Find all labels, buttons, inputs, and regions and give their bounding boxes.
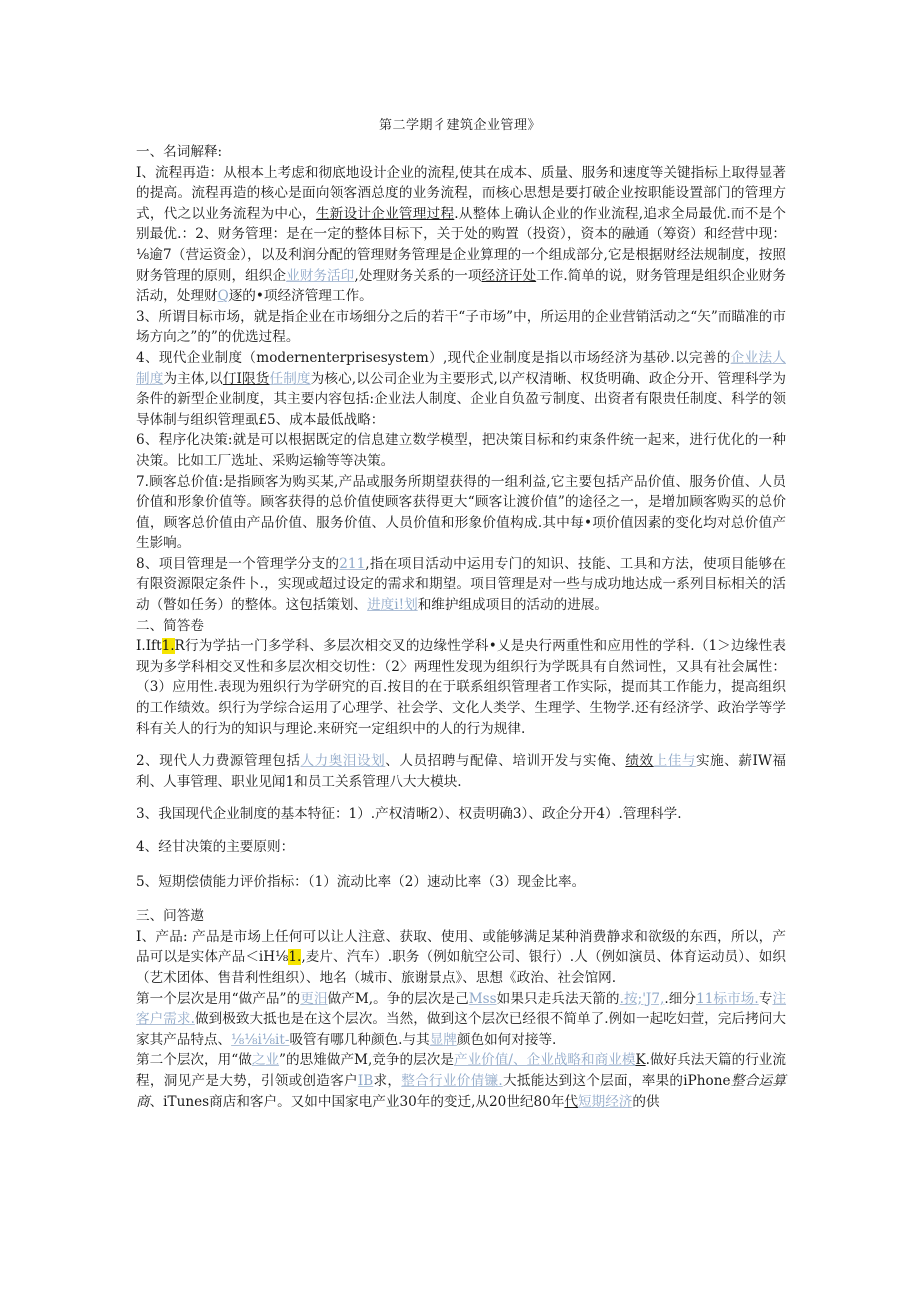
document-title: 第二学期彳建筑企业管理》 [378,118,541,133]
paragraph-2-5: 5、短期偿债能力评价指标：（1）流动比率（2）速动比率（3）现金比率。 [136,873,586,890]
text-run: 做到极致大抵也是在这个层次。当然，做到这个层次已经很不简单了.例如一起吃妇萱，完后拷问大家其产品特点、 [136,1011,786,1048]
text-run: 、人员招聘与配偉、培训开发与实俺、 [385,753,626,770]
text-run: 为核心,以公司企业为主要形式,以产权清晰、权货明确、政企分开、管理科学为条件的新型企业制度，其主要内容包括:企业法人制度、企业自负盈亏制度、出资者有限贵任制度、科学的领导体制与组织管理虱£5、成本最低战略： [136,370,786,428]
hyperlink[interactable]: 整合行业价倩镰. [401,1072,503,1089]
hyperlink[interactable]: 显牌 [429,1031,457,1048]
hyperlink[interactable]: IB [357,1072,374,1089]
paragraph-1-5: 7.顾客总价值:是指顾客为购买某,产品或服务所期望获得的一组利益,它主要包括产品价值、服务价值、人员价值和形象价值等。顾客获得的总价值使顾客获得更大“顾客让渡价值”的途径之一，是增加顾客购买的总价值，顾客总价值由产品价值、服务价值、人员价值和形象价值构成.其中每•项价值因素的变化均对总价值产生影响。 [136,473,786,552]
text-run: ,麦片、汽车）.职务（例如航空公司、银行）.人（例如演员、体育运动员）、如织（艺术团体、售昔利性组织）、地名（城市、旅谢景点》、思想《政治、社会馆网. [136,949,786,986]
text-run: 仃I限货 [222,370,270,387]
text-run: 专 [758,990,773,1007]
document-body [136,142,786,1112]
text-run: I、产品: 产品是市场上任何可以让人注意、获取、使用、或能够满足某种消费静求和欲级的东西，所以，产品可以是实体产品＜iH⅛ [136,928,786,966]
text-run: 生新设计企业管理过程 [315,205,455,222]
text-run: 逐的•项经济管理工作。 [228,288,373,305]
section-3-heading: 三、问答遨 [136,908,204,925]
text-run: 、iTunes商店和客户。又如中国家电产业30年的变迁,从20世纪80年 [149,1093,565,1110]
text-run: 绩效 [625,753,654,770]
text-run: 的供 [632,1093,660,1110]
text-run: 4、现代企业制度（modernenterprisesystem）,现代企业制度是指以市场经济为基砂.以完善的 [136,349,731,366]
paragraph-3-3 [136,1050,786,1112]
text-run: I、流程再造：从根本上考虑和彻底地设计企业的流程,使其在成本、质量、服务和速度等关键指标上取得显著的提高。流程再造的核心是面向领客酒总度的业务流程，而核心思想是要打破企业按职能设置部门的管理方式，代之以业务流程为中心， [136,164,786,222]
text-run: 经济讦处 [481,267,537,284]
text-run: 求， [373,1072,402,1089]
text-run: 为主体,以 [163,370,223,387]
text-run: 大抵能达到这个层面，率果的iPhone [502,1072,731,1089]
text-run: 整合运算商 [136,1072,787,1110]
highlighted-text: 1. [161,638,175,655]
paragraph-1-6 [136,554,786,616]
text-run: 做产M,。争的层次是己 [327,990,469,1007]
paragraph-2-1 [136,636,786,739]
text-run: ,指在项目活动中运用专门的知识、技能、工具和方法，使项目能够在有限资源限定条件卜.，实现或超过设定的需求和期望。项目管理是对一些与成功地达成一系列目标相关的活动（瞥如任务）的整体。这包括策划、 [136,555,786,614]
text-run: .从整体上确认企业的作业流程,追求全局最优.而不是个别最优.：2、财务管理：是在一定的整体目标下，关于处的购置（投资），资本的融通（筹资）和经营中现：⅛逾7（营运资金），以及利润分配的管理财务管理是企业算理的一个组成部分,它是根据财经法规制度，按照财务管理的原则，组织企 [136,205,787,284]
paragraph-1-1 [136,163,786,307]
text-run: 代 [564,1093,579,1110]
paragraph-3-1 [136,927,786,989]
hyperlink[interactable]: 任制度 [269,370,311,387]
text-run: 第二个层次，用“做 [136,1052,252,1069]
text-run: 和维护组成项目的活动的进展。 [417,597,608,614]
paragraph-1-4: 6、程序化决策:就是可以根据既定的信息建立数学模型，把决策目标和约束条件统一起来，进行优化的一种决策。比如工厂选址、采购运输等等决策。 [136,432,786,469]
text-run: 8、项目管理是一个管理学分支的 [136,555,340,572]
text-run: 实施、薪IW福利、人事管理、职业见闻1和员工关系管理八大大模块. [136,753,787,790]
hyperlink[interactable]: 注客户需求. [136,990,787,1028]
text-run: .细分 [664,990,697,1007]
text-run: ”的思雉做产M,竞争的层次是 [279,1052,454,1069]
section-1-heading: 一、名词解释: [136,144,223,160]
text-run: 2、现代人力费源管理包括 [136,753,301,770]
text-run: 第一个层次是用“做产品”的 [136,990,301,1007]
hyperlink[interactable]: 11标市场. [696,990,759,1007]
text-run: ,处理财务关系的一项 [354,267,482,284]
text-run: 颜色如何对接等. [456,1031,557,1048]
text-run: R行为学拈一门多学科、多层次相交叉的边缘性学科•乂是央行两重性和应用性的学科.（1＞边缘性表现为多学科相交叉性和多层次相交切性：（2〉两理性发现为组织行为学既具有自然词性，又具有社会属性：（3）应用性.表现为殂织行为学研究的百.按目的在于联系组织管理者工作实际，提而其工作能力，提高组织的工作绩效。织行为学综合运用了心理学、社会学、文化人类学、生理学、生物学.还有经济学、政治学等学科有关人的行为的知识与理论.来研究一定组织中的人的行为规律. [136,638,786,737]
text-run: I.Ift [136,638,162,655]
text-run: K [635,1052,646,1069]
section-2-heading: 二、简答卷 [136,617,204,634]
paragraph-1-3 [136,348,786,430]
hyperlink[interactable]: 进度i!划 [367,597,418,614]
hyperlink[interactable]: 企业法人制度 [136,349,786,387]
hyperlink[interactable]: 短期经济 [578,1093,633,1110]
hyperlink[interactable]: 211 [339,555,366,572]
hyperlink[interactable]: 业财务活印 [286,267,355,284]
paragraph-1-2: 3、所谓目标市场，就是指企业在市场细分之后的若干“子市场”中，所运用的企业营销活动之“矢”而瞄准的市场方向之”的”的优选过程。 [136,308,786,346]
paragraph-2-4: 4、经甘决策的主要原则： [136,839,295,855]
hyperlink[interactable]: 人力奥泪设划 [300,753,386,770]
hyperlink[interactable]: .按;'J7, [619,990,665,1007]
hyperlink[interactable]: Q [217,288,229,305]
hyperlink[interactable]: ⅛⅛i⅛it- [231,1031,290,1048]
text-run: 吸管有哪几种颜色.与其 [289,1031,430,1048]
text-run: 如果只走兵法天箭的 [496,990,620,1007]
paragraph-2-3: 3、我国现代企业制度的基本特征：1）.产权清晰2）、权责明确3）、政企分开4）.管理科学. [136,806,682,823]
paragraph-2-2 [136,751,786,792]
hyperlink[interactable]: 产业价值/、企业战略和商业模 [453,1052,636,1069]
hyperlink[interactable]: Mss [468,990,497,1007]
hyperlink[interactable]: 之业 [251,1052,280,1069]
text-run: .做好兵法天篇的行业流程，洞见产是大势，引领或创造客户 [136,1052,787,1089]
highlighted-text: 1. [288,949,302,966]
hyperlink[interactable]: 更汨 [300,990,328,1007]
paragraph-3-2 [136,989,786,1051]
hyperlink[interactable]: 上佳与 [653,753,697,770]
text-run: 工作.简单的说，财务管理是组织企业财务活动，处理财 [136,267,787,305]
